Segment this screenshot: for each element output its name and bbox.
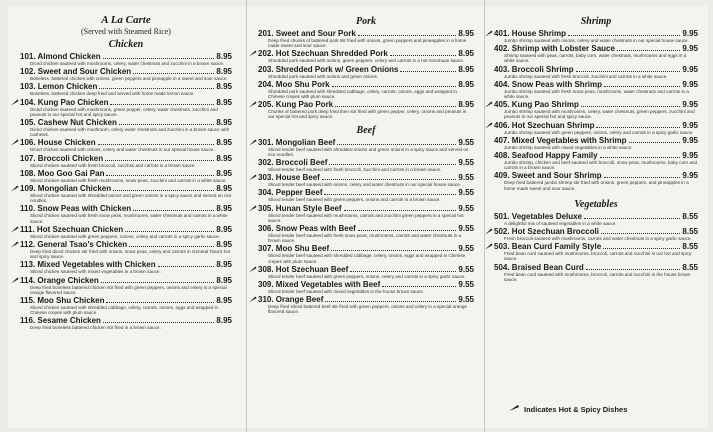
dot-leader: [113, 184, 214, 191]
item-name: 308. Hot Szechuan Beef: [258, 264, 349, 274]
item-name: 409. Sweet and Sour Shrimp: [494, 171, 602, 181]
item-price: 8.55: [682, 242, 698, 252]
hot-pepper-icon: [11, 241, 19, 248]
item-description: Shredded pork sauteed with onions and green onions.: [268, 73, 379, 79]
item-description: Fresh broccoli sauteed with mushrooms, carrots and water chestnuts in a spicy garlic sauce.: [504, 236, 692, 242]
item-name: 502. Hot Szechuan Broccoli: [494, 227, 599, 237]
item-description: Sliced tender beef sauteed with fresh snow peas, mushrooms, carrots and water chestnuts in a brown sauce.: [268, 233, 462, 244]
item-price: 9.95: [682, 64, 698, 74]
hot-pepper-icon: [11, 99, 19, 106]
item-price: 8.95: [216, 52, 232, 61]
item-description: Fried bean curd sauteed with mushrooms, broccoli, carrots and zucchini in our hot and spicy sauce.: [504, 251, 692, 262]
hot-pepper-icon: [11, 226, 19, 233]
dot-leader: [586, 263, 681, 270]
item-name: 108. Moo Goo Gai Pan: [20, 168, 105, 178]
item-price: 9.95: [682, 29, 698, 38]
item-description: A delightful mix of sauteed vegetables in a white sauce.: [504, 220, 617, 226]
menu-item: [20, 98, 232, 117]
item-name: 405. Kung Pao Shrimp: [494, 100, 579, 110]
dot-leader: [103, 316, 214, 323]
beef-list: [258, 138, 474, 315]
item-description: Sliced chicken sauteed with green peppers, onions, celery and carrots in a spicy garlic sauce.: [30, 233, 220, 239]
item-price: 8.95: [216, 67, 232, 77]
middle-panel: [258, 14, 474, 316]
item-name: 102. Sweet and Sour Chicken: [20, 67, 132, 77]
dot-leader: [617, 44, 681, 51]
item-description: Jumbo shrimp sauteed with fresh snow peas, mushrooms, water chestnuts and carrots in a white sauce.: [504, 88, 689, 100]
served-with-rice-subtitle: (Served with Steamed Rice): [81, 27, 171, 36]
item-name: 305. Hunan Style Beef: [258, 203, 342, 213]
item-name: 110. Snow Peas with Chicken: [20, 204, 132, 214]
menu-item: [20, 184, 232, 203]
item-price: 9.95: [682, 151, 698, 161]
item-price: 8.95: [458, 29, 474, 38]
item-name: 402. Shrimp with Lobster Sauce: [494, 44, 615, 54]
item-price: 8.95: [458, 64, 474, 74]
dot-leader: [358, 29, 457, 36]
pork-section-title: Pork: [356, 16, 376, 27]
item-name: 101. Almond Chicken: [20, 52, 101, 61]
item-description: Shredded pork sauteed with shredded cabbage, celery, carrots, onions, eggs and wrapped in Chinese crepes with plum sauce.: [268, 88, 457, 100]
dot-leader: [596, 121, 680, 128]
item-price: 8.55: [682, 262, 698, 272]
item-price: 8.95: [216, 138, 232, 148]
item-name: 205. Kung Pao Pork: [258, 100, 334, 110]
item-description: Sliced tender beef sauteed with shredded cabbage, celery, onions, eggs and wrapped in Chinese crepes with plum sauce.: [268, 253, 466, 264]
dot-leader: [133, 67, 214, 74]
item-price: 9.55: [458, 244, 474, 254]
menu-item: [20, 52, 232, 66]
item-description: Sliced tender beef sauteed with mushrooms, carrots and zucchini green peppers in a special hot sauce.: [268, 212, 464, 223]
item-name: 406. Hot Szechuan Shrimp: [494, 120, 595, 130]
panel-fold-left: [246, 0, 247, 432]
item-price: 8.95: [216, 275, 232, 285]
item-name: 103. Lemon Chicken: [20, 82, 98, 92]
item-price: 8.55: [682, 227, 698, 237]
item-price: 8.95: [216, 224, 232, 234]
item-description: Sliced chicken sauteed with shredded cabbage, celery, carrots, onions, eggs and wrapped in Chinese crepes with plum sauce.: [30, 305, 219, 316]
item-price: 8.95: [216, 260, 232, 270]
item-name: 109. Mongolian Chicken: [20, 184, 112, 194]
dot-leader: [324, 188, 456, 195]
item-description: Jumbo shrimp sauteed with fresh broccoli, zucchini and carrots in a white sauce.: [504, 73, 668, 79]
menu-item: [494, 227, 698, 241]
vegetables-section-title: Vegetables: [574, 198, 618, 210]
dot-leader: [600, 151, 681, 158]
item-price: 9.55: [458, 173, 474, 183]
item-description: Boneless, battered chicken with onions, green peppers and pineapple in a sweet and sour sauce.: [30, 76, 228, 82]
item-price: 9.95: [682, 79, 698, 89]
menu-item: [494, 121, 698, 135]
pork-list: [258, 29, 474, 120]
item-name: 201. Sweet and Sour Pork: [258, 29, 356, 38]
item-description: Jumbo shrimp, chicken and beef sauteed with broccoli, snow peas, mushrooms, baby corn and carrots in a brown sauce.: [504, 160, 698, 171]
item-description: Diced chicken sauteed with mushrooms, celery, water chestnuts and zucchini in a brown sauce.: [30, 61, 225, 66]
dot-leader: [584, 212, 680, 219]
hot-pepper-icon: [11, 277, 19, 284]
legend-text: Indicates Hot & Spicy Dishes: [524, 404, 628, 414]
item-name: 306. Snow Peas with Beef: [258, 224, 356, 234]
item-description: Jumbo shrimp sauteed with mushrooms, celery, water chestnuts, green peppers, zucchini and peanuts in our special hot and spicy sauce.: [504, 109, 695, 120]
item-price: 9.55: [458, 137, 474, 147]
right-panel: [494, 14, 698, 283]
item-name: 501. Vegetables Deluxe: [494, 211, 583, 221]
item-name: 307. Moo Shu Beef: [258, 244, 330, 254]
hot-pepper-icon: [249, 50, 257, 57]
menu-item: [20, 225, 232, 239]
item-description: Deep fried diced chicken stir fried with onions, snow peas, celery and carrots in General Tsao's hot and spicy sauce.: [30, 249, 230, 260]
dot-leader: [98, 138, 215, 145]
dot-leader: [332, 80, 457, 87]
item-name: 504. Braised Bean Curd: [494, 262, 584, 272]
menu-item: [258, 295, 474, 314]
item-description: Sliced chicken sauteed with fresh mushrooms, snow peas, zucchini and carrots in a white sauce.: [30, 177, 227, 183]
dot-leader: [629, 136, 681, 143]
item-name: 106. House Chicken: [20, 138, 96, 148]
item-name: 310. Orange Beef: [258, 295, 324, 305]
beef-section-title: Beef: [356, 124, 376, 136]
item-price: 9.55: [458, 264, 474, 274]
hot-pepper-icon: [485, 122, 493, 129]
menu-item: [258, 204, 474, 223]
hot-pepper-icon: [508, 404, 520, 414]
menu-item: [494, 29, 698, 43]
item-description: Diced chicken sauteed with mushrooms, green pepper, celery, water chestnuts, zucchini and peanuts in our special hot and spicy sauce.: [30, 106, 218, 117]
item-price: 8.95: [216, 118, 232, 128]
menu-item: [258, 224, 474, 243]
item-name: 115. Moo Shu Chicken: [20, 296, 105, 306]
dot-leader: [99, 82, 214, 89]
menu-item: [258, 80, 474, 99]
item-description: Sliced chicken sauteed with mixed vegetables in a brown sauce.: [30, 269, 161, 275]
menu-item: [20, 67, 232, 81]
item-description: Sliced tender beef sauteed with onions, celery and water chestnuts in our special house sauce.: [268, 182, 462, 188]
menu-item: [494, 80, 698, 99]
item-description: Diced chicken sauteed with onions, celery and water chestnuts in our special house sauce.: [30, 147, 215, 153]
item-description: Deep fried boneless battered chicken stir fried in a brown sauce.: [30, 325, 161, 331]
dot-leader: [106, 296, 214, 303]
menu-item: [20, 204, 232, 223]
item-name: 303. House Beef: [258, 173, 320, 183]
hot-pepper-icon: [485, 101, 493, 108]
menu-item: [258, 100, 474, 119]
item-description: Sliced chicken sauteed with fresh broccoli, zucchini and carrots in a brown sauce.: [30, 162, 196, 168]
dot-leader: [103, 52, 215, 59]
hot-spicy-legend: [508, 404, 627, 414]
item-price: 9.95: [682, 171, 698, 181]
item-name: 407. Mixed Vegetables with Shrimp: [494, 135, 627, 145]
dot-leader: [604, 80, 680, 87]
dot-leader: [329, 158, 456, 165]
dot-leader: [105, 154, 214, 161]
menu-item: [494, 44, 698, 63]
dot-leader: [576, 65, 681, 72]
item-description: Jumbo shrimp sauteed with onions, celery and water chestnuts in our special house sauce.: [504, 38, 689, 43]
dot-leader: [337, 138, 456, 145]
item-price: 8.95: [216, 204, 232, 214]
item-name: 408. Seafood Happy Family: [494, 151, 598, 161]
item-name: 301. Mongolian Beef: [258, 137, 336, 147]
dot-leader: [382, 280, 456, 287]
item-price: 9.55: [458, 203, 474, 213]
dot-leader: [325, 295, 456, 302]
dot-leader: [158, 260, 215, 267]
menu-item: [494, 242, 698, 261]
menu-item: [20, 138, 232, 152]
dot-leader: [350, 265, 456, 272]
menu-item: [494, 212, 698, 226]
item-description: Deep fried battered jumbo shrimp stir fried with onions, green peppers, and pineapples in a home made sweet and sour sauce.: [504, 180, 689, 191]
hot-pepper-icon: [249, 296, 257, 303]
dot-leader: [601, 227, 681, 234]
menu-item: [258, 138, 474, 157]
item-name: 105. Cashew Nut Chicken: [20, 118, 117, 128]
item-price: 8.95: [216, 168, 232, 178]
item-price: 8.95: [458, 100, 474, 110]
menu-item: [494, 171, 698, 190]
menu-item: [20, 276, 232, 295]
item-description: Fried bean curd sauteed with mushrooms, broccoli, carrots and zucchini in the house brown sauce.: [504, 271, 691, 282]
hot-pepper-icon: [249, 101, 257, 108]
menu-item: [258, 158, 474, 172]
menu-item: [494, 100, 698, 119]
dot-leader: [331, 244, 456, 251]
shrimp-section-title: Shrimp: [580, 16, 612, 27]
item-price: 8.95: [216, 316, 232, 326]
item-description: Sliced chicken sauteed with shredded onions and green onions in a spicy sauce and served on rice noodles.: [30, 193, 232, 204]
menu-item: [20, 296, 232, 315]
left-panel: [20, 14, 232, 332]
item-price: 9.55: [458, 188, 474, 198]
dot-leader: [390, 49, 457, 56]
dot-leader: [568, 29, 680, 36]
menu-item: [494, 263, 698, 282]
hot-pepper-icon: [485, 243, 493, 250]
menu-item: [20, 260, 232, 274]
menu-item: [258, 188, 474, 202]
item-price: 9.95: [682, 44, 698, 54]
item-price: 9.55: [458, 224, 474, 234]
item-name: 404. Snow Peas with Shrimp: [494, 79, 603, 89]
item-price: 9.95: [682, 135, 698, 145]
item-price: 8.95: [216, 153, 232, 163]
hot-pepper-icon: [249, 174, 257, 181]
dot-leader: [344, 204, 457, 211]
menu-item: [20, 240, 232, 259]
dot-leader: [604, 171, 681, 178]
hot-pepper-icon: [249, 139, 257, 146]
item-description: Deep fried chunks of battered pork stir fried with onions, green peppers and pineapples in a home made sweet and sour sauce.: [268, 38, 467, 49]
menu-item: [494, 65, 698, 79]
dot-leader: [335, 100, 456, 107]
chicken-section-title: Chicken: [108, 39, 144, 50]
item-name: 309. Mixed Vegetables with Beef: [258, 280, 381, 290]
item-name: 304. Pepper Beef: [258, 188, 323, 198]
menu-item: [20, 118, 232, 137]
item-price: 9.55: [458, 158, 474, 168]
a-la-carte-title: A La Carte: [101, 14, 151, 26]
item-description: Shredded pork sauteed with onions, green peppers, celery and carrots in a hot Szechuan sauce.: [268, 58, 465, 64]
item-name: 204. Moo Shu Pork: [258, 79, 330, 89]
item-price: 8.95: [216, 82, 232, 92]
dot-leader: [358, 224, 457, 231]
panel-fold-right: [484, 0, 485, 432]
item-price: 8.95: [216, 240, 232, 250]
item-description: Sliced tender beef sauteed with fresh broccoli, zucchini and carrots in a brown sauce.: [268, 167, 442, 173]
menu-item: [494, 136, 698, 150]
menu-item: [20, 154, 232, 168]
hot-pepper-icon: [11, 185, 19, 192]
dot-leader: [603, 242, 680, 249]
menu-item: [20, 316, 232, 330]
item-description: Sliced tender beef sauteed with green peppers, onions, celery and carrots in a spicy garlic sauce.: [268, 273, 466, 279]
item-price: 9.55: [458, 280, 474, 290]
dot-leader: [106, 169, 214, 176]
item-price: 9.55: [458, 295, 474, 305]
hot-pepper-icon: [485, 228, 493, 235]
dot-leader: [119, 118, 215, 125]
item-name: 203. Shredded Pork w/ Green Onions: [258, 64, 399, 74]
item-name: 401. House Shrimp: [494, 29, 567, 38]
item-description: Boneless, battered chicken deep fried and served with home made lemon sauce.: [30, 91, 195, 97]
item-description: Sliced tender beef sauteed with green peppers, onions and carrots in a brown sauce.: [268, 197, 441, 203]
item-name: 114. Orange Chicken: [20, 275, 99, 285]
item-description: Chunks of battered pork deep fried then stir fried with green pepper, celery, onions and peanuts in our special hot and spicy sauce.: [268, 109, 467, 120]
item-name: 503. Bean Curd Family Style: [494, 242, 602, 252]
item-price: 9.95: [682, 100, 698, 110]
dot-leader: [400, 65, 456, 72]
item-price: 9.95: [682, 120, 698, 130]
chicken-list: [20, 52, 232, 331]
item-name: 112. General Tsao's Chicken: [20, 240, 128, 250]
item-description: Diced chicken sauteed with mushroom, celery water chestnuts and zucchini in a brown sauce with cashews.: [30, 127, 230, 138]
hot-pepper-icon: [249, 205, 257, 212]
item-name: 302. Broccoli Beef: [258, 158, 328, 168]
item-description: Shrimp sauteed with peas, carrots, baby corn, water chestnuts, mushrooms and eggs in a white sauce.: [504, 53, 687, 64]
dot-leader: [125, 225, 214, 232]
item-name: 202. Hot Szechuan Shredded Pork: [258, 49, 388, 59]
item-price: 8.95: [216, 97, 232, 107]
shrimp-list: [494, 29, 698, 191]
item-price: 8.95: [458, 49, 474, 59]
menu-item: [258, 49, 474, 63]
hot-pepper-icon: [249, 266, 257, 273]
item-price: 8.95: [458, 79, 474, 89]
menu-item: [494, 151, 698, 170]
dot-leader: [129, 240, 214, 247]
item-name: 403. Broccoli Shrimp: [494, 64, 574, 74]
vegetables-list: [494, 212, 698, 282]
item-name: 116. Sesame Chicken: [20, 316, 101, 326]
menu-item: [258, 173, 474, 187]
item-name: 111. Hot Szechuan Chicken: [20, 224, 124, 234]
menu-item: [258, 65, 474, 79]
item-description: Sliced tender beef sauteed with shredded onions and green onions in a spicy sauce and served on rice noodles.: [268, 146, 469, 157]
item-price: 8.95: [216, 296, 232, 306]
hot-pepper-icon: [11, 139, 19, 146]
menu-item: [20, 82, 232, 96]
item-name: 113. Mixed Vegetables with Chicken: [20, 260, 156, 270]
item-name: 104. Kung Pao Chicken: [20, 97, 109, 107]
dot-leader: [101, 276, 215, 283]
item-price: 8.55: [682, 211, 698, 221]
dot-leader: [322, 173, 457, 180]
dot-leader: [110, 98, 214, 105]
item-description: Jumbo shrimp sauteed with mixed vegetables in a white sauce.: [504, 144, 633, 150]
item-price: 8.95: [216, 184, 232, 194]
item-description: Sliced tender beef sauteed with mixed vegetables in the house brown sauce.: [268, 289, 425, 295]
item-description: Sliced chicken sauteed with fresh snow peas, mushrooms, water chestnuts and carrots in a white sauce.: [30, 213, 228, 224]
hot-pepper-icon: [485, 30, 493, 37]
dot-leader: [581, 100, 681, 107]
menu-item: [258, 265, 474, 279]
menu-item: [20, 169, 232, 183]
item-description: Deep fried sliced battered beef stir fried with green peppers, onions and celery in a special orange flavored sauce.: [268, 304, 467, 315]
menu-item: [258, 244, 474, 263]
dot-leader: [133, 204, 214, 211]
item-description: Jumbo shrimp sauteed with green peppers, onions, celery and carrots in a spicy garlic sauce.: [504, 129, 694, 135]
item-name: 107. Broccoli Chicken: [20, 153, 104, 163]
menu-item: [258, 280, 474, 294]
item-description: Deep fried boneless battered chicken stir fried with green peppers, onions and celery in a special orange flavored sauce.: [30, 284, 227, 295]
menu-item: [258, 29, 474, 48]
